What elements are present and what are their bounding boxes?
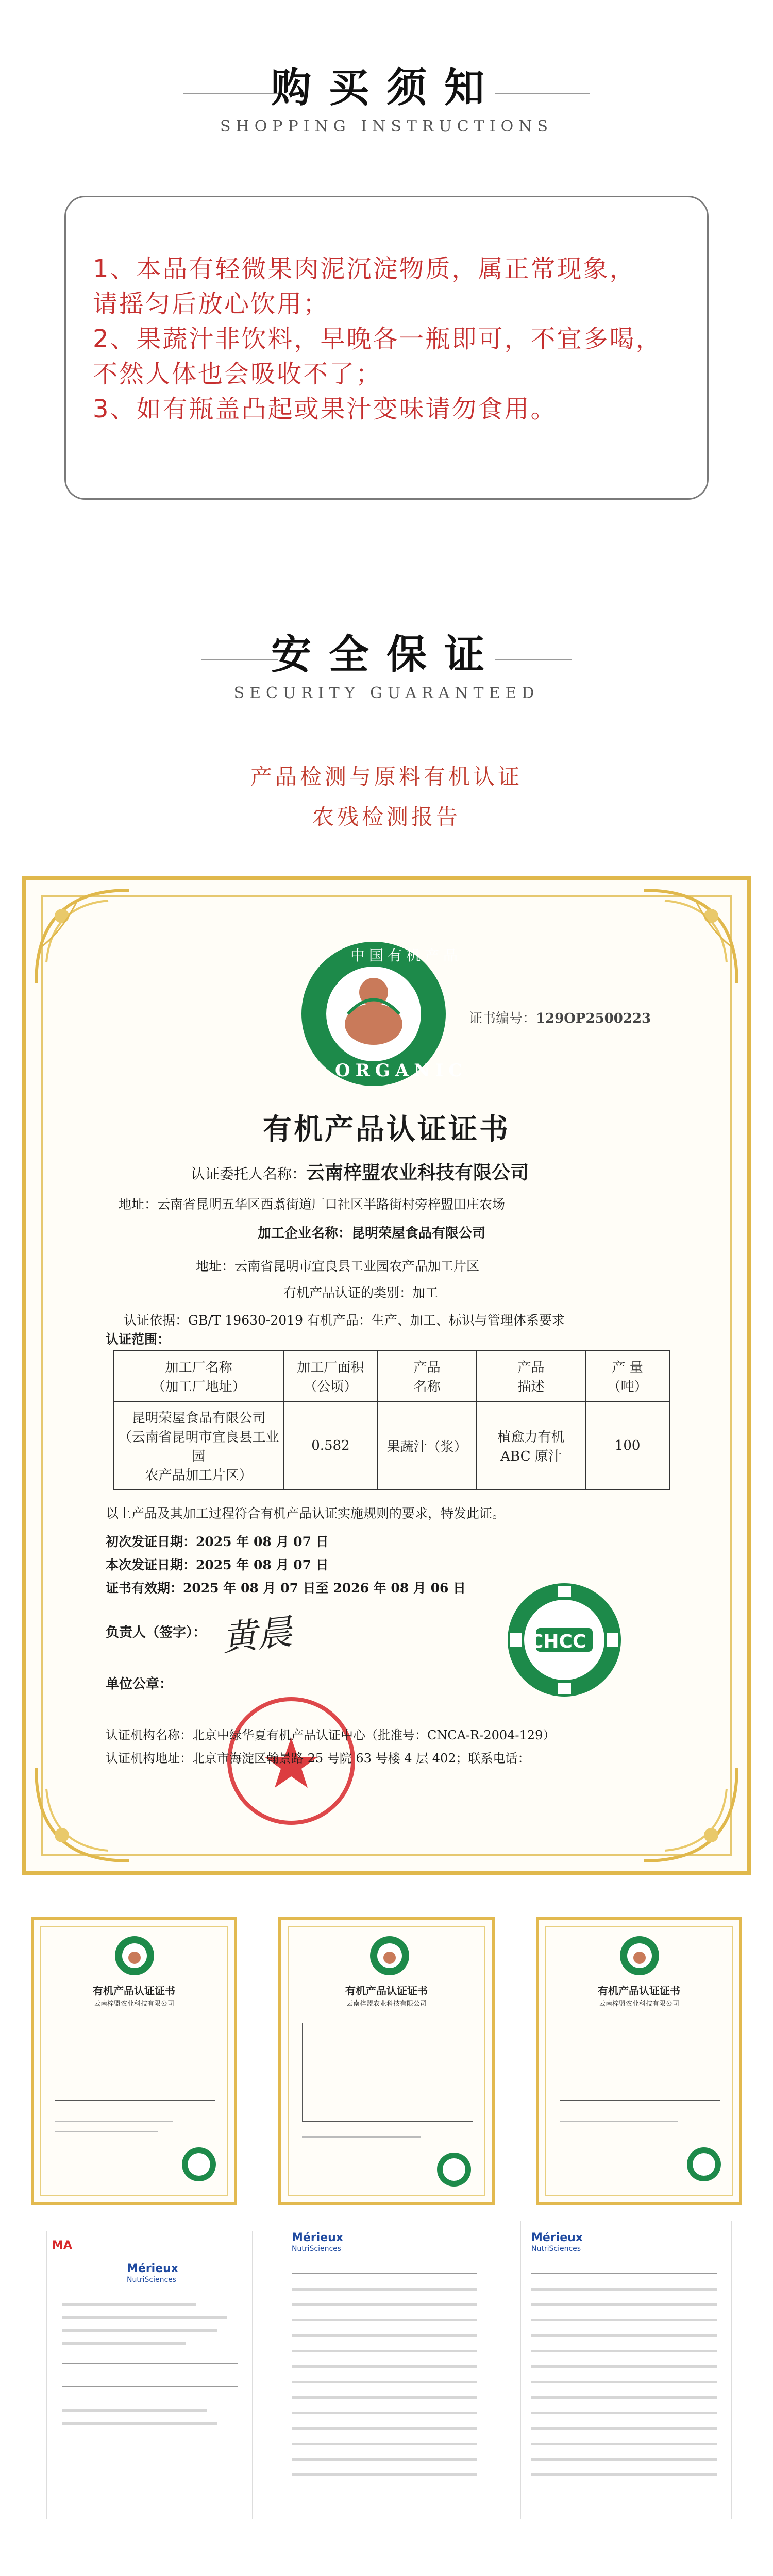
- merieux-logo-sub: NutriSciences: [127, 2276, 177, 2284]
- certificate-thumbnail-2: [278, 1917, 495, 2205]
- shopping-title: 购买须知: [271, 65, 502, 111]
- row-product: 果蔬汁（浆）: [378, 1402, 477, 1489]
- merieux-logo: Mérieux: [292, 2231, 343, 2244]
- chcc-logo-icon: [181, 2146, 217, 2182]
- thumb-company: 云南梓盟农业科技有限公司: [346, 2000, 427, 2008]
- chcc-logo-icon: [436, 2151, 472, 2188]
- signature: 黄晨: [220, 1612, 294, 1659]
- cert-body-name: 认证机构名称：北京中绿华夏有机产品认证中心（批准号：CNCA-R-2004-129）: [106, 1728, 556, 1742]
- thumb-title: 有机产品认证证书: [598, 1985, 680, 1997]
- table-header: 加工厂面积 （公顷）: [283, 1350, 377, 1402]
- security-line-2: 农残检测报告: [312, 804, 461, 829]
- notice-line: 不然人体也会吸收不了；: [93, 360, 382, 388]
- processor-address: 地址：云南省昆明市宜良县工业园农产品加工片区: [196, 1259, 480, 1274]
- cert-category: 有机产品认证的类别：加工: [283, 1285, 439, 1300]
- corner-ornament-icon: [31, 885, 134, 988]
- processor-label: 加工企业名称：: [258, 1226, 352, 1241]
- validity-period: 证书有效期：2025 年 08 月 07 日至 2026 年 08 月 06 日: [106, 1581, 466, 1596]
- thumb-title: 有机产品认证证书: [93, 1985, 175, 1997]
- chcc-logo-icon: [686, 2146, 722, 2182]
- test-report-2: [281, 2221, 492, 2519]
- client-address: 地址：云南省昆明五华区西翥街道厂口社区半路街村旁梓盟田庄农场: [119, 1197, 506, 1212]
- chcc-text: CHCC: [530, 1631, 586, 1652]
- processor-name: 昆明荣屋食品有限公司: [351, 1226, 486, 1241]
- cert-number: 129OP2500223: [536, 1011, 651, 1026]
- row-name: 昆明荣屋食品有限公司: [131, 1411, 266, 1426]
- merieux-logo-sub: NutriSciences: [292, 2245, 342, 2253]
- table-header: 产品 名称: [378, 1350, 477, 1402]
- row-area: 0.582: [283, 1402, 377, 1489]
- notice-box: [64, 196, 709, 500]
- test-report-1: [46, 2231, 253, 2519]
- certificate-thumbnail-3: [536, 1917, 742, 2205]
- corner-ornament-icon: [639, 1763, 742, 1866]
- notice-line: 2、果蔬汁非饮料，早晚各一瓶即可，不宜多喝，: [93, 325, 662, 353]
- corner-ornament-icon: [639, 885, 742, 988]
- first-issue-date: 初次发证日期：2025 年 08 月 07 日: [106, 1534, 329, 1549]
- table-header: 产 量 （吨）: [585, 1350, 669, 1402]
- cert-title: 有机产品认证证书: [263, 1113, 510, 1146]
- security-title: 安全保证: [271, 632, 502, 678]
- seal-label: 单位公章：: [106, 1676, 173, 1692]
- cert-statement: 以上产品及其加工过程符合有机产品认证实施规则的要求，特发此证。: [106, 1506, 506, 1521]
- client-name: 云南梓盟农业科技有限公司: [306, 1162, 529, 1183]
- client-label: 认证委托人名称：: [191, 1165, 307, 1182]
- organic-seal-icon: [369, 1935, 410, 1976]
- shopping-header: [0, 65, 773, 135]
- merieux-logo: Mérieux: [531, 2231, 583, 2244]
- notice-line: 3、如有瓶盖凸起或果汁变味请勿食用。: [93, 395, 557, 423]
- seal-chinese-text: 中国有机产品: [350, 947, 462, 964]
- security-header: [0, 632, 773, 702]
- cert-scope: 认证范围：: [106, 1332, 171, 1347]
- seal-english-text: ORGANIC: [335, 1060, 468, 1081]
- shopping-subtitle: SHOPPING INSTRUCTIONS: [220, 117, 553, 135]
- notice-line: 请摇匀后放心饮用；: [93, 290, 330, 318]
- cert-body-address: 认证机构地址：北京市海淀区翰景路 25 号院 63 号楼 4 层 402；联系电话：: [106, 1751, 530, 1766]
- row-yield: 100: [585, 1402, 669, 1489]
- table-header: 加工厂名称 （加工厂地址）: [114, 1350, 283, 1402]
- organic-seal-icon: [114, 1935, 155, 1976]
- thumb-company: 云南梓盟农业科技有限公司: [598, 2000, 679, 2008]
- ma-badge: MA: [52, 2239, 72, 2252]
- thumb-company: 云南梓盟农业科技有限公司: [93, 2000, 174, 2008]
- table-row: 昆明荣屋食品有限公司 （云南省昆明市宜良县工业园 农产品加工片区） 0.582 果蔬汁（浆） 植愈力有机 ABC 原汁 100: [114, 1402, 669, 1489]
- merieux-logo: Mérieux: [127, 2262, 178, 2275]
- notice-line: 1、本品有轻微果肉泥沉淀物质，属正常现象，: [93, 255, 636, 283]
- cert-basis: 认证依据：GB/T 19630-2019 有机产品：生产、加工、标识与管理体系要求: [124, 1313, 565, 1328]
- table-header: 产品 描述: [477, 1350, 585, 1402]
- thumb-title: 有机产品认证证书: [345, 1985, 428, 1997]
- certificate-thumbnail-1: [31, 1917, 237, 2205]
- security-subtitle: SECURITY GUARANTEED: [233, 684, 540, 702]
- organic-seal-icon: [619, 1935, 660, 1976]
- test-report-3: [520, 2221, 732, 2519]
- organic-certificate: [22, 876, 751, 1875]
- signer-label: 负责人（签字）：: [106, 1625, 207, 1640]
- security-line-1: 产品检测与原料有机认证: [250, 764, 523, 789]
- corner-ornament-icon: [31, 1763, 134, 1866]
- merieux-logo-sub: NutriSciences: [531, 2245, 581, 2253]
- this-issue-date: 本次发证日期：2025 年 08 月 07 日: [106, 1557, 329, 1572]
- cert-number-label: 证书编号：: [469, 1011, 536, 1026]
- scope-table: [113, 1350, 670, 1490]
